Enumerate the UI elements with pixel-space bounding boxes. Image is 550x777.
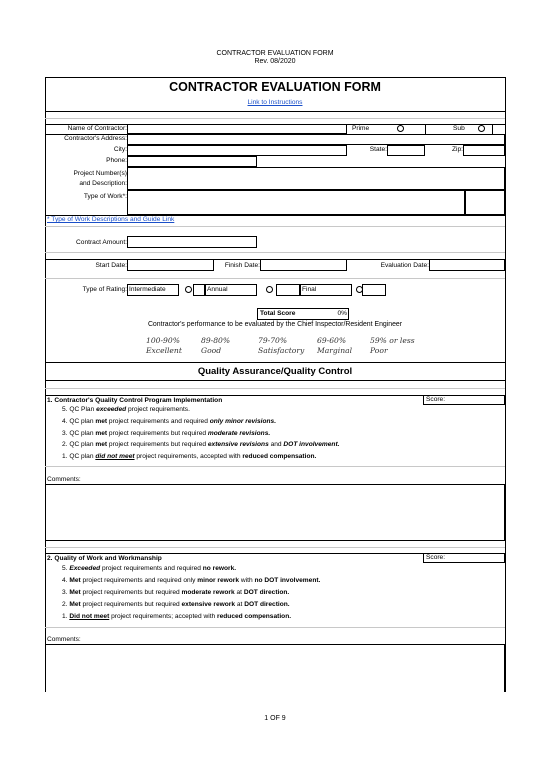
rating-intermediate-radio[interactable] xyxy=(185,286,192,293)
q2-score-label: Score: xyxy=(426,554,446,561)
phone-label: Phone: xyxy=(106,157,127,164)
scale-word: Satisfactory xyxy=(258,346,305,355)
q2-option-1: 1. Did not meet project requirements; accepted with reduced compensation. xyxy=(62,613,292,620)
scale-range: 89-80% xyxy=(201,336,231,345)
address-label: Contractor's Address: xyxy=(64,135,127,142)
grid-line xyxy=(45,380,505,381)
divider xyxy=(45,111,505,112)
scale-range: 79-70% xyxy=(258,336,288,345)
scale-word: Marginal xyxy=(317,346,353,355)
rating-annual-radio[interactable] xyxy=(266,286,273,293)
finish-date-label: Finish Date: xyxy=(224,262,260,269)
rating-annual-label: Annual xyxy=(207,286,228,293)
contractor-name-field[interactable] xyxy=(127,124,347,134)
evaluation-date-field[interactable] xyxy=(429,259,505,271)
work-type-guide-link[interactable]: * Type of Work Descriptions and Guide Link xyxy=(47,216,175,223)
contract-amount-label: Contract Amount: xyxy=(76,239,127,246)
instructions-link[interactable]: Link to Instructions xyxy=(247,99,303,106)
grid-line xyxy=(45,362,505,363)
total-score-value: 0% xyxy=(337,310,347,317)
total-score-label: Total Score xyxy=(260,310,296,317)
form-right-border xyxy=(505,77,506,692)
finish-date-field[interactable] xyxy=(260,259,347,271)
project-label-1: Project Number(s) xyxy=(73,170,127,177)
q2-comments-label: Comments: xyxy=(47,636,81,643)
q1-score-label: Score: xyxy=(426,396,446,403)
evaluator-note: Contractor's performance to be evaluated by the Chief Inspector/Resident Engineer xyxy=(147,321,403,328)
page-title: CONTRACTOR EVALUATION FORM xyxy=(169,80,381,94)
city-label: City: xyxy=(113,146,127,153)
divider xyxy=(45,466,505,467)
q2-option-4: 4. Met project requirements and required only minor rework with no DOT involvement. xyxy=(62,577,321,584)
contract-amount-field[interactable] xyxy=(127,236,257,248)
divider xyxy=(45,547,505,548)
scale-word: Poor xyxy=(370,346,388,355)
rating-blank-box[interactable] xyxy=(362,284,386,296)
q1-comments-field[interactable] xyxy=(45,484,505,541)
work-type-code-field[interactable] xyxy=(465,190,505,215)
prime-radio[interactable] xyxy=(397,125,404,132)
rating-final-label: Final xyxy=(302,286,317,293)
city-field[interactable] xyxy=(127,145,347,156)
q1-title: 1. Contractor's Quality Control Program Implementation xyxy=(47,397,223,404)
q2-option-5: 5. Exceeded project requirements and required no rework. xyxy=(62,565,237,572)
scale-range: 59% or less xyxy=(370,336,415,345)
rating-blank-box[interactable] xyxy=(193,284,205,296)
page-number: 1 OF 9 xyxy=(264,715,286,722)
q1-option-1: 1. QC plan did not meet project requirements, accepted with reduced compensation. xyxy=(62,453,317,460)
sub-label: Sub xyxy=(453,125,465,132)
q1-option-2: 2. QC plan met project requirements but required extensive revisions and DOT involvement. xyxy=(62,441,340,448)
start-date-field[interactable] xyxy=(127,259,214,271)
q1-option-3: 3. QC plan met project requirements but required moderate revisions. xyxy=(62,430,271,437)
rating-type-label: Type of Rating: xyxy=(82,286,127,293)
zip-label: Zip: xyxy=(452,146,463,153)
address-field[interactable] xyxy=(127,134,505,145)
phone-field[interactable] xyxy=(127,156,257,167)
grid-line xyxy=(492,124,493,134)
q1-option-4: 4. QC plan met project requirements and required only minor revisions. xyxy=(62,418,277,425)
state-label: State: xyxy=(369,146,387,153)
divider xyxy=(45,226,505,227)
sub-radio[interactable] xyxy=(478,125,485,132)
section-title: Quality Assurance/Quality Control xyxy=(197,366,353,377)
divider xyxy=(45,388,505,389)
start-date-label: Start Date: xyxy=(95,262,127,269)
divider xyxy=(45,627,505,628)
grid-line xyxy=(425,124,426,134)
work-type-field[interactable] xyxy=(127,190,465,215)
scale-range: 69-60% xyxy=(317,336,347,345)
project-field[interactable] xyxy=(127,167,505,190)
evaluation-date-label: Evaluation Date: xyxy=(380,262,429,269)
scale-range: 100-90% xyxy=(146,336,180,345)
scale-word: Good xyxy=(201,346,222,355)
work-type-label: Type of Work*: xyxy=(83,193,127,200)
q2-option-2: 2. Met project requirements but required extensive rework at DOT direction. xyxy=(62,601,290,608)
zip-field[interactable] xyxy=(463,145,505,156)
q1-comments-label: Comments: xyxy=(47,476,81,483)
divider xyxy=(45,118,505,119)
contractor-name-label: Name of Contractor: xyxy=(67,125,127,132)
q2-comments-field[interactable] xyxy=(45,644,505,692)
form-header-title: CONTRACTOR EVALUATION FORM xyxy=(216,50,334,57)
q1-option-5: 5. QC Plan exceeded project requirements. xyxy=(62,406,190,413)
prime-label: Prime xyxy=(352,125,370,132)
project-label-2: and Description: xyxy=(79,180,127,187)
scale-word: Excellent xyxy=(146,346,182,355)
form-revision: Rev. 08/2020 xyxy=(254,58,296,65)
q2-option-3: 3. Met project requirements but required moderate rework at DOT direction. xyxy=(62,589,290,596)
rating-blank-box[interactable] xyxy=(276,284,300,296)
state-field[interactable] xyxy=(387,145,425,156)
rating-intermediate-label: Intermediate xyxy=(129,286,166,293)
form-top-border xyxy=(45,77,505,78)
divider xyxy=(45,252,505,253)
q2-title: 2. Quality of Work and Workmanship xyxy=(47,555,162,562)
divider xyxy=(45,278,505,279)
